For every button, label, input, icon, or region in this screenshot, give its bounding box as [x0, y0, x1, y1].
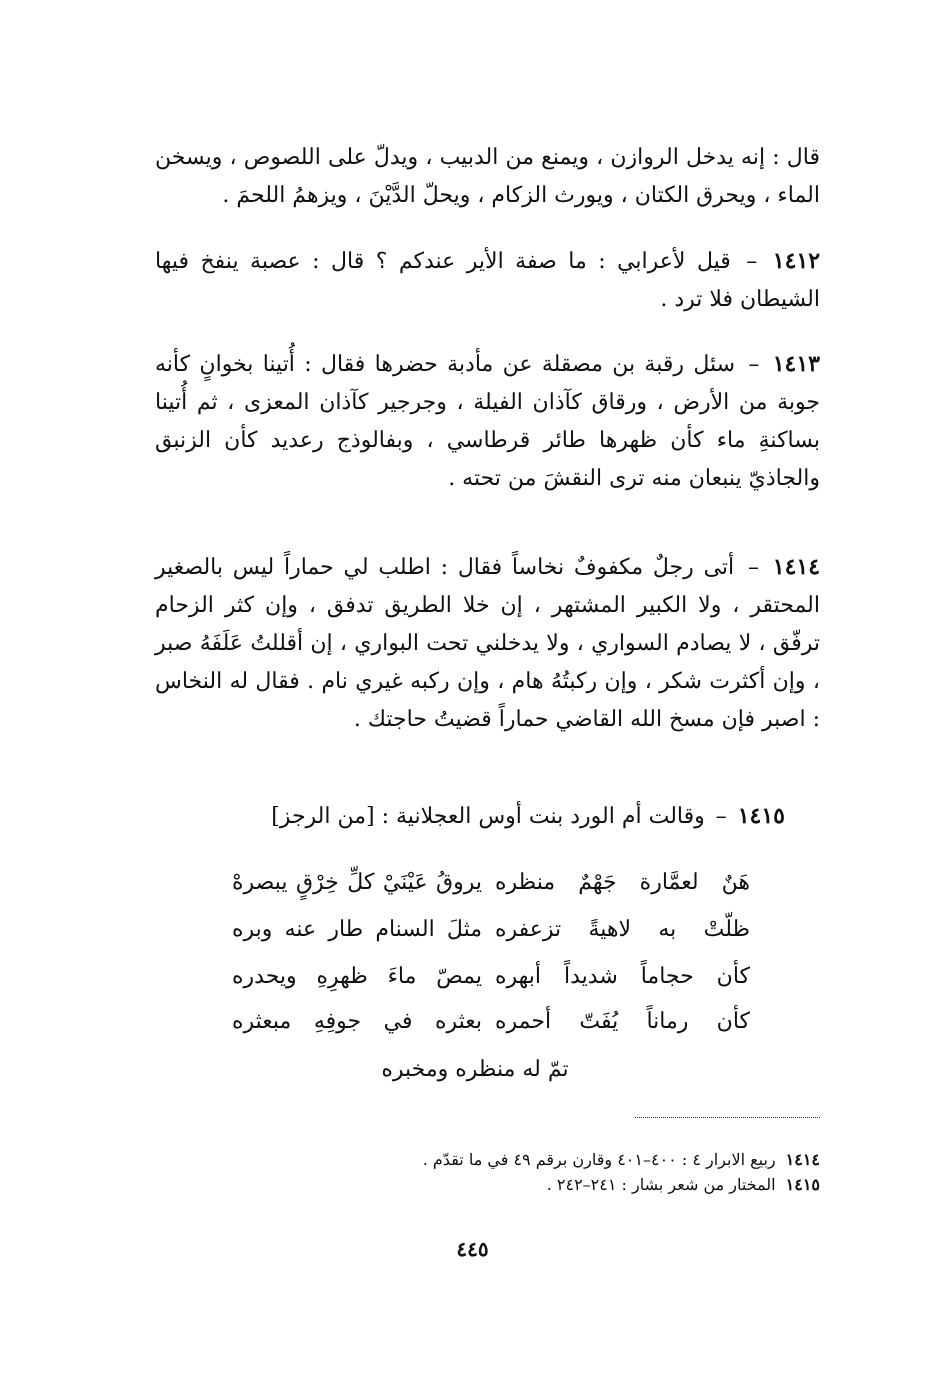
entry-number: ١٤١٤ [772, 554, 821, 580]
paragraph-text: وقالت أم الورد بنت أوس العجلانية : [381, 804, 705, 829]
paragraph-continuation [155, 139, 820, 215]
footnote-number: ١٤١٤ [785, 1150, 820, 1169]
entry-dash: – [747, 555, 759, 580]
poem-verse [0, 958, 945, 996]
paragraph-1413 [155, 345, 820, 498]
footnote [423, 1148, 820, 1172]
entry-dash: – [748, 352, 760, 377]
verse-second-hemistich: يروقُ عَيْنَيْ كلِّ خِرْقٍ يبصرهْ [232, 870, 482, 895]
poem-verse [0, 1003, 945, 1041]
paragraph-text: أتى رجلٌ مكفوفٌ نخاساً فقال : اطلب لي حماراً ليس بالصغير المحتقر ، ولا الكبير المشتهر ، إن خلا الطريق تدفق ، وإن كثر الزحام ترفّق ، لا يصادم السواري ، ولا يدخلني تحت البواري ، إن أقللتُ عَلَفَهُ صبر ، وإن أكثرت شكر ، وإن ركبتُهُ هام ، وإن ركبه غيري نام . فقال له النخاس : اصبر فإن مسخ الله القاضي حماراً قضيتُ حاجتك . [155, 555, 820, 732]
entry-dash: – [746, 249, 758, 274]
poem-final-line: تمّ له منظره ومخبره [381, 1057, 569, 1082]
footnote-number: ١٤١٥ [785, 1175, 820, 1194]
verse-first-hemistich: هَنٌ لعمَّارة جَهْمٌ منظره [495, 870, 750, 895]
footnote [547, 1173, 820, 1197]
poem-verse [0, 864, 945, 902]
footnote-text: المختار من شعر بشار : ٢٤١–٢٤٢ . [546, 1175, 776, 1194]
poem-verse [0, 911, 945, 949]
entry-number: ١٤١٣ [772, 351, 820, 377]
entry-number: ١٤١٥ [737, 803, 785, 829]
paragraph-text: سئل رقبة بن مصقلة عن مأدبة حضرها فقال : أُتينا بخوانٍ كأنه جوبة من الأرض ، ورقاق كآذان الفيلة ، وجرجير كآذان المعزى ، ثم أُتينا بساكنةِ ماء كأن ظهرها طائر قرطاسي ، وبفالوذج رعديد كأن الزنبق والجاذيّ ينبعان منه ترى النقشَ من تحته . [155, 352, 820, 491]
page-number: ٤٤٥ [456, 1237, 489, 1261]
poem-meter: [من الرجز] [271, 804, 375, 829]
paragraph-1412 [155, 242, 820, 319]
entry-number: ١٤١٢ [772, 248, 821, 274]
verse-first-hemistich: كأن رماناً يُفَتّ أحمره [495, 1009, 750, 1034]
verse-second-hemistich: يمصّ ماءَ ظهرِهِ ويحدره [232, 964, 482, 989]
footnote-separator [635, 1117, 820, 1118]
footnote-text: ربيع الابرار ٤ : ٤٠٠–٤٠١ وقارن برقم ٤٩ في ما تقدّم . [422, 1150, 776, 1169]
verse-first-hemistich: كأن حجاماً شديداً أبهره [495, 964, 750, 989]
entry-dash: – [715, 804, 727, 829]
paragraph-1415 [255, 797, 785, 836]
verse-second-hemistich: بعثره في جوفِهِ مبعثره [232, 1009, 482, 1034]
paragraph-1414 [155, 548, 820, 739]
paragraph-text: قال : إنه يدخل الروازن ، ويمنع من الدبيب ، ويدلّ على اللصوص ، ويسخن الماء ، ويحرق الكتان ، ويورث الزكام ، ويحلّ الدَّيْنَ ، ويزهمُ اللحمَ . [155, 145, 820, 208]
paragraph-text: قيل لأعرابي : ما صفة الأير عندكم ؟ قال : عصبة ينفخ فيها الشيطان فلا ترد . [155, 249, 820, 312]
verse-first-hemistich: ظلّتْ به لاهيةً تزعفره [495, 917, 750, 942]
verse-second-hemistich: مثلَ السنام طار عنه وبره [232, 917, 482, 942]
